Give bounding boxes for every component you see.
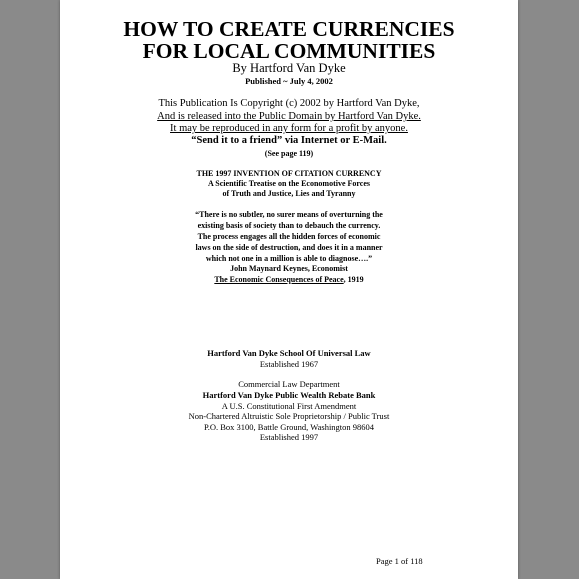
copyright-line-1: This Publication Is Copyright (c) 2002 by Hartford Van Dyke, [158, 98, 420, 109]
school-established: Established 1967 [259, 359, 319, 369]
copyright-line-3: It may be reproduced in any form for a profit by anyone. [170, 123, 408, 134]
quote-line-3: The process engages all the hidden forces of economic [197, 232, 381, 241]
quote-source-title: The Economic Consequences of Peace [214, 275, 344, 284]
invention-subtitle-2: of Truth and Justice, Lies and Tyranny [222, 189, 356, 198]
invention-subtitle-1: A Scientific Treatise on the Economotive Forces [207, 179, 371, 188]
document-page [60, 0, 518, 579]
school-name: Hartford Van Dyke School Of Universal Law [207, 348, 371, 358]
quote-line-5: which not one in a million is able to diagnose….” [205, 254, 373, 263]
invention-heading: THE 1997 INVENTION OF CITATION CURRENCY [196, 169, 382, 178]
page-number: Page 1 of 118 [376, 556, 423, 566]
department-line-6: Established 1997 [259, 432, 319, 442]
published-date: Published ~ July 4, 2002 [245, 76, 333, 86]
quote-source [60, 275, 518, 286]
send-to-friend-line: “Send it to a friend” via Internet or E-Mail. [191, 135, 387, 146]
department-line-2: Hartford Van Dyke Public Wealth Rebate Bank [202, 390, 376, 400]
title-line-2: FOR LOCAL COMMUNITIES [142, 39, 436, 63]
title-line-1: HOW TO CREATE CURRENCIES [123, 17, 455, 41]
department-line-5: P.O. Box 3100, Battle Ground, Washington 98604 [203, 422, 375, 432]
quote-attribution: John Maynard Keynes, Economist [230, 264, 348, 273]
see-page-note: (See page 119) [264, 149, 314, 158]
quote-line-4: laws on the side of destruction, and does it in a manner [195, 243, 383, 252]
quote-line-2: existing basis of society than to debauch the currency. [197, 221, 381, 230]
quote-source-year: , 1919 [343, 275, 364, 284]
author-line: By Hartford Van Dyke [232, 61, 346, 75]
copyright-line-2: And is released into the Public Domain by Hartford Van Dyke. [157, 111, 421, 122]
department-line-4: Non-Chartered Altruistic Sole Proprietorship / Public Trust [188, 411, 390, 421]
department-line-1: Commercial Law Department [238, 379, 340, 389]
department-line-3: A U.S. Constitutional First Amendment [221, 401, 357, 411]
quote-line-1: “There is no subtler, no surer means of overturning the [195, 210, 383, 219]
